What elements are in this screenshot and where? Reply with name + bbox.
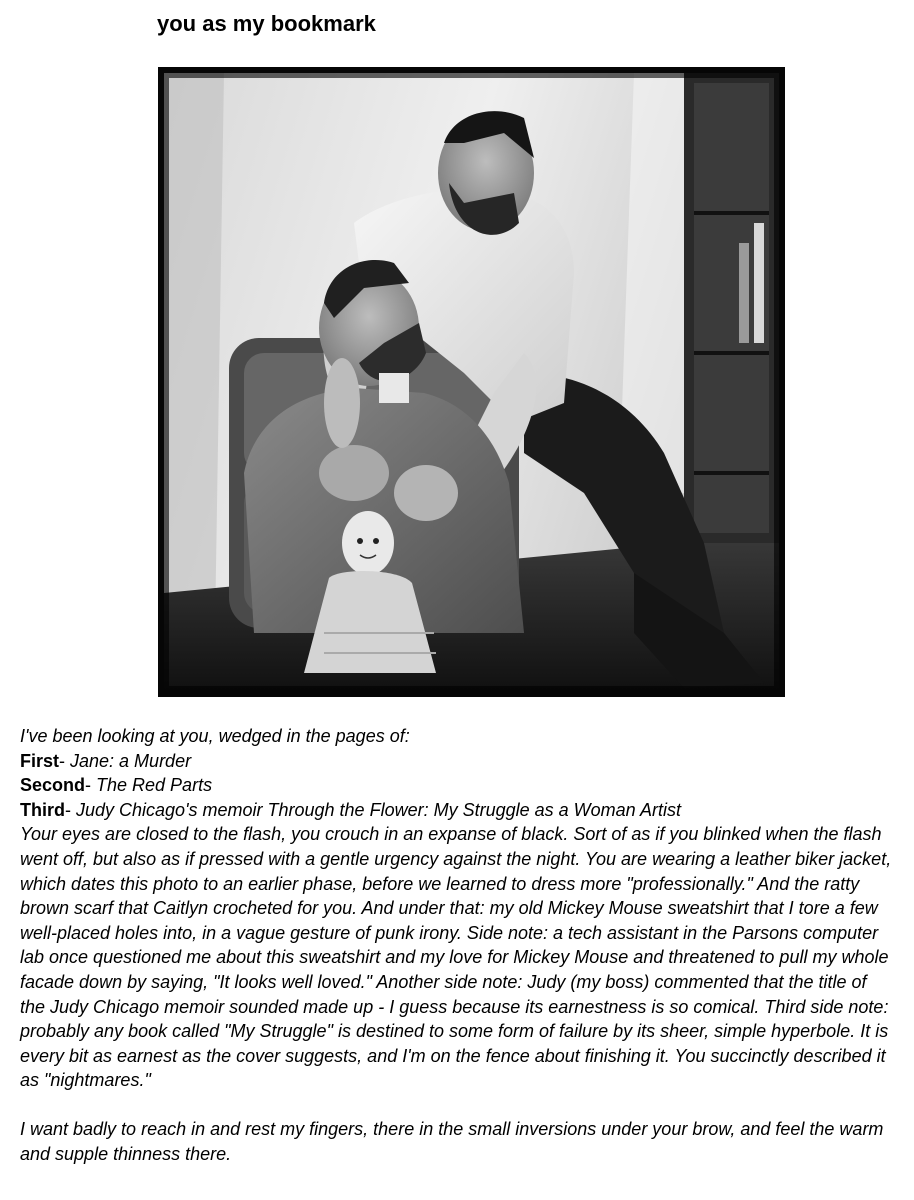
book-separator: - [85,775,97,796]
book-title: The Red Parts [96,775,213,796]
book-item-third [20,798,894,823]
closing-paragraph: I want badly to reach in and rest my fingers, there in the small inversions under your brow, and feel the warm and supple thinness there. [20,1118,884,1164]
book-title: Jane: a Murder [70,750,192,771]
intro-line: I've been looking at you, wedged in the pages of: [20,726,410,746]
main-paragraph: Your eyes are closed to the flash, you crouch in an expanse of black. Sort of as if you blinked when the flash went off, but also as if pressed with a gentle urgency against the night. You are wearing a leather biker jacket, which dates this photo to an earlier phase, before we learned to dress more "professionally." And the ratty brown scarf that Caitlyn crocheted for you. And under that: my old Mickey Mouse sweatshirt that I tore a few well-placed holes into, in a vague gesture of punk irony. Side note: a tech assistant in the Parsons computer lab once questioned me about this sweatshirt and my love for Mickey Mouse and threatened to pull my whole facade down by saying, "It looks well loved." Another side note: Judy (my boss) commented that the title of the Judy Chicago memoir sounded made up - I guess because its earnestness is so comical. Third side note: probably any book called "My Struggle" is destined to some form of failure by its sheer, simple hyperbole. It is every bit as earnest as the cover suggests, and I'm on the fence about finishing it. You succinctly described it as "nightmares." [20,824,892,1091]
book-ordinal: Second [20,775,86,796]
book-item-second [20,773,894,798]
photo-illustration [164,73,779,691]
couple-photo [158,67,785,697]
entry-text [20,724,894,1166]
book-ordinal: First [20,750,60,771]
book-title: Judy Chicago's memoir Through the Flower: My Struggle as a Woman Artist [76,799,681,820]
book-separator: - [59,750,71,771]
book-item-first [20,749,894,774]
page-title: you as my bookmark [157,11,376,36]
book-ordinal: Third [20,799,65,820]
book-separator: - [65,799,76,820]
paragraph-spacer [20,1093,894,1117]
